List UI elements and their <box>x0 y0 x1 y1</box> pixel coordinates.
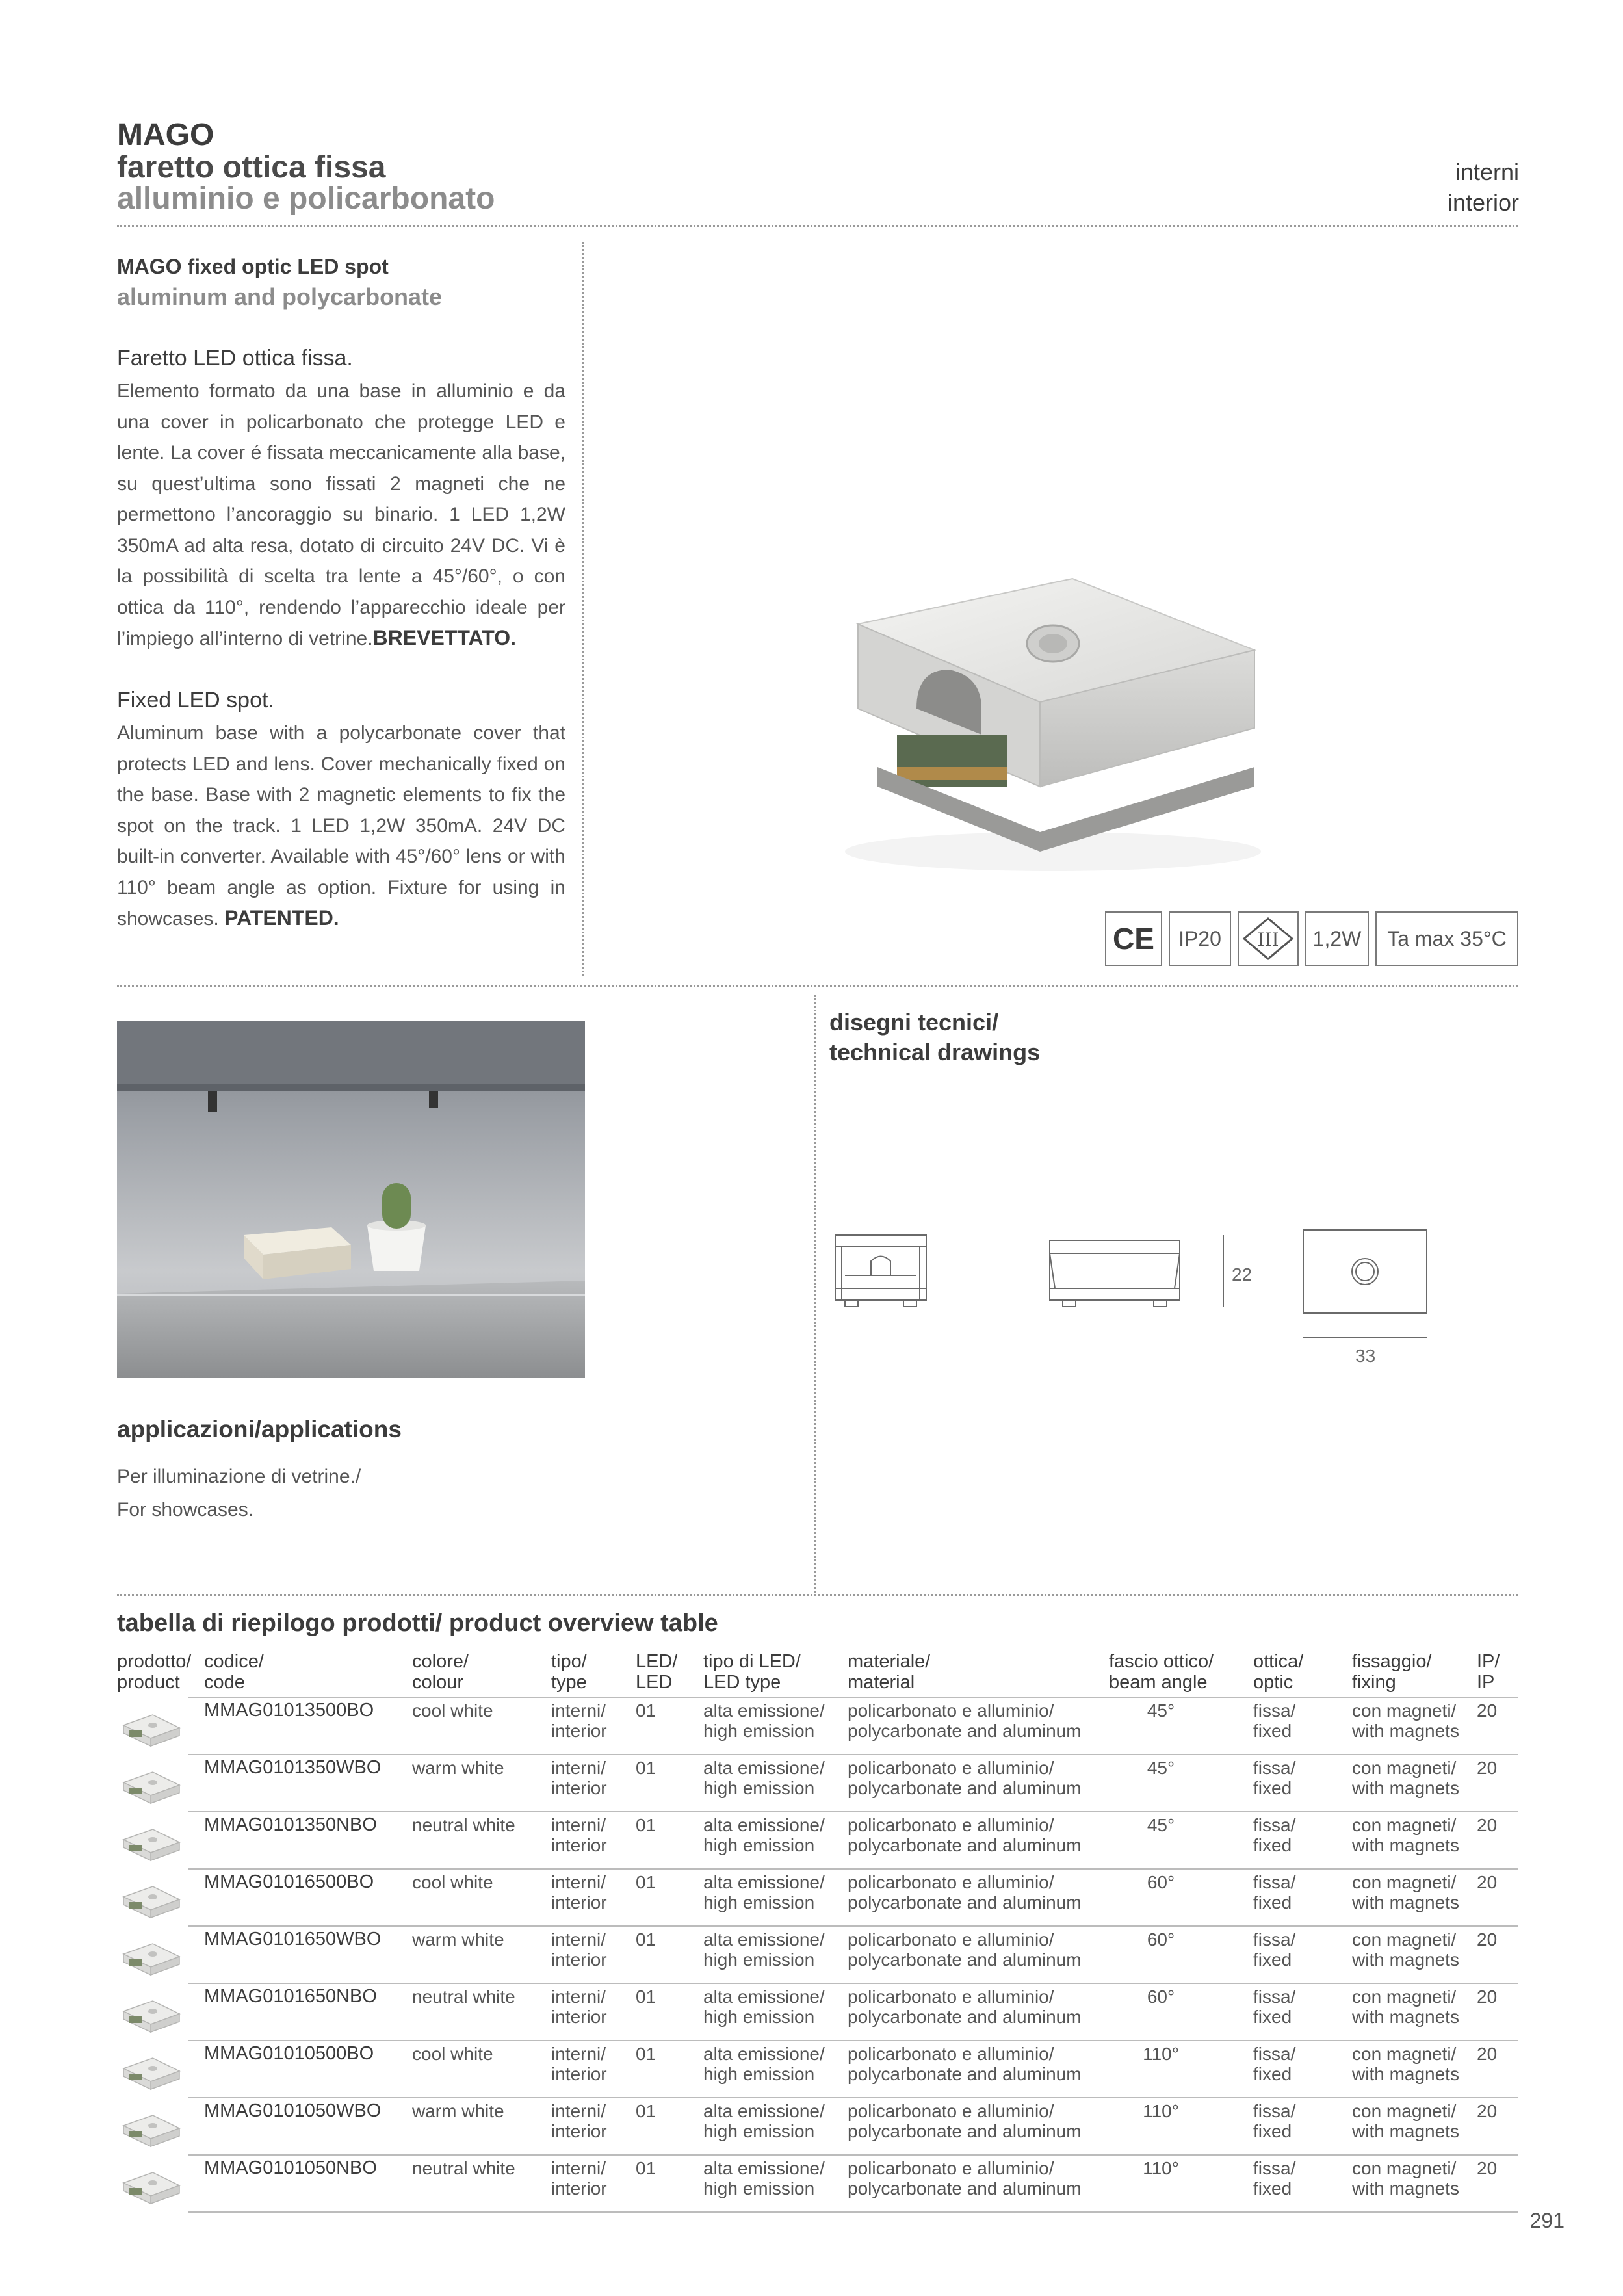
applications-text <box>117 1460 361 1526</box>
table-cell-led-type <box>703 1815 825 1855</box>
table-cell-led-type <box>703 1872 825 1912</box>
ip-rating-label: IP20 <box>1178 926 1221 950</box>
th-colour-en: colour <box>412 1672 463 1693</box>
table-row-divider <box>188 2040 1518 2041</box>
table-cell-code: MMAG01016500BO <box>204 1872 374 1892</box>
table-cell-led: 01 <box>636 1758 656 1778</box>
power-label: 1,2W <box>1312 926 1362 950</box>
table-cell-line: con magneti/ <box>1352 2101 1457 2121</box>
table-cell-colour: neutral white <box>412 1815 515 1835</box>
table-cell-line: with magnets <box>1352 1721 1459 1741</box>
table-cell-beam: 45° <box>1147 1701 1175 1721</box>
table-cell-line: interni/ <box>551 1872 606 1892</box>
th-type <box>551 1651 587 1693</box>
table-cell-line: interni/ <box>551 1929 606 1950</box>
table-cell-material <box>848 1701 1082 1741</box>
th-ip-it: IP/ <box>1477 1651 1500 1672</box>
table-cell-ip: 20 <box>1477 2101 1498 2121</box>
ce-mark-icon <box>1105 911 1162 966</box>
table-cell-line: con magneti/ <box>1352 2044 1457 2064</box>
product-thumbnail <box>117 1763 185 1808</box>
table-cell-line: con magneti/ <box>1352 1701 1457 1721</box>
table-cell-ip: 20 <box>1477 1929 1498 1950</box>
table-cell-fixing <box>1352 2044 1459 2084</box>
table-cell-type <box>551 1758 607 1798</box>
table-cell-line: alta emissione/ <box>703 1758 825 1778</box>
table-cell-led-type <box>703 1701 825 1741</box>
ip-rating-badge <box>1169 911 1231 966</box>
table-cell-line: alta emissione/ <box>703 2044 825 2064</box>
table-cell-line: fissa/ <box>1253 2158 1296 2178</box>
th-material <box>848 1651 930 1693</box>
table-cell-line: policarbonato e alluminio/ <box>848 2044 1054 2064</box>
table-cell-beam: 60° <box>1147 1929 1175 1950</box>
table-cell-led: 01 <box>636 1872 656 1892</box>
applications-line-it: Per illuminazione di vetrine./ <box>117 1466 361 1487</box>
table-cell-fixing <box>1352 1815 1459 1855</box>
class-iii-icon <box>1238 911 1299 966</box>
table-cell-line: fixed <box>1253 1892 1292 1912</box>
table-cell-line: con magneti/ <box>1352 1987 1457 2007</box>
th-ip <box>1477 1651 1500 1693</box>
table-cell-line: interior <box>551 1835 607 1855</box>
table-cell-line: high emission <box>703 1892 815 1912</box>
table-cell-material <box>848 1929 1082 1970</box>
table-cell-code: MMAG0101050NBO <box>204 2158 377 2178</box>
table-cell-ip: 20 <box>1477 2158 1498 2178</box>
table-cell-line: alta emissione/ <box>703 1872 825 1892</box>
th-colour-it: colore/ <box>412 1651 469 1672</box>
table-cell-line: interior <box>551 1950 607 1970</box>
product-thumbnail <box>117 2106 185 2152</box>
table-cell-line: con magneti/ <box>1352 2158 1457 2178</box>
table-cell-line: high emission <box>703 1721 815 1741</box>
table-cell-line: polycarbonate and aluminum <box>848 2007 1082 2027</box>
th-beam-it: fascio ottico/ <box>1109 1651 1214 1672</box>
table-cell-line: polycarbonate and aluminum <box>848 1892 1082 1912</box>
th-led-type <box>703 1651 801 1693</box>
table-cell-line: interior <box>551 2064 607 2084</box>
table-cell-beam: 60° <box>1147 1987 1175 2007</box>
th-optic-it: ottica/ <box>1253 1651 1304 1672</box>
table-cell-line: fixed <box>1253 2064 1292 2084</box>
th-led-type-en: LED type <box>703 1672 781 1693</box>
ce-mark-label: CE <box>1113 922 1154 956</box>
temperature-label: Ta max 35°C <box>1387 926 1507 950</box>
table-cell-line: high emission <box>703 2007 815 2027</box>
th-beam-en: beam angle <box>1109 1672 1208 1693</box>
applications-title: applicazioni/applications <box>117 1416 402 1442</box>
table-cell-optic <box>1253 2044 1295 2084</box>
it-patent: BREVETTATO. <box>372 626 516 649</box>
table-cell-line: with magnets <box>1352 1892 1459 1912</box>
product-thumbnail <box>117 1935 185 1980</box>
table-row-divider <box>188 1754 1518 1755</box>
table-cell-line: interior <box>551 2007 607 2027</box>
th-code <box>204 1651 264 1693</box>
table-cell-line: with magnets <box>1352 1835 1459 1855</box>
th-product-en: product <box>117 1672 180 1693</box>
table-cell-line: con magneti/ <box>1352 1758 1457 1778</box>
table-cell-type <box>551 1815 607 1855</box>
table-cell-type <box>551 1701 607 1741</box>
table-cell-colour: warm white <box>412 2101 504 2121</box>
table-cell-beam: 45° <box>1147 1758 1175 1778</box>
table-cell-line: policarbonato e alluminio/ <box>848 1872 1054 1892</box>
en-para-body: Aluminum base with a polycarbonate cover that protects LED and lens. Cover mechanically fixed on the base. Base with 2 magnetic elements to fix the spot on the track. 1 LED 1,2W 350mA. 24V DC built-in converter. Available with 45°/60° lens or with 110° beam angle as option. Fixture for using in showcases. <box>117 722 565 930</box>
table-cell-ip: 20 <box>1477 1815 1498 1835</box>
table-cell-beam: 60° <box>1147 1872 1175 1892</box>
table-cell-optic <box>1253 2101 1295 2141</box>
table-cell-optic <box>1253 1929 1295 1970</box>
dimension-width: 33 <box>1355 1346 1376 1365</box>
material-en: aluminum and polycarbonate <box>117 283 443 310</box>
table-cell-line: fissa/ <box>1253 1815 1296 1835</box>
table-cell-line: interior <box>551 1778 607 1798</box>
table-cell-line: polycarbonate and aluminum <box>848 2121 1082 2141</box>
th-led-en: LED <box>636 1672 673 1693</box>
product-thumbnail <box>117 1820 185 1866</box>
table-cell-line: con magneti/ <box>1352 1872 1457 1892</box>
th-led <box>636 1651 677 1693</box>
th-code-en: code <box>204 1672 245 1693</box>
table-cell-line: fissa/ <box>1253 1929 1296 1950</box>
application-photo <box>117 1021 585 1378</box>
table-cell-line: with magnets <box>1352 2178 1459 2198</box>
header-divider <box>117 225 1518 227</box>
table-cell-material <box>848 1815 1082 1855</box>
table-cell-line: alta emissione/ <box>703 1815 825 1835</box>
en-para <box>117 718 565 935</box>
th-material-it: materiale/ <box>848 1651 931 1672</box>
table-cell-ip: 20 <box>1477 1872 1498 1892</box>
table-cell-colour: cool white <box>412 1872 493 1892</box>
table-cell-material <box>848 2158 1082 2198</box>
drawing-side-view <box>835 1235 926 1307</box>
table-cell-line: polycarbonate and aluminum <box>848 2064 1082 2084</box>
table-row-divider <box>188 1925 1518 1927</box>
table-cell-line: with magnets <box>1352 1778 1459 1798</box>
table-cell-code: MMAG01013500BO <box>204 1700 374 1721</box>
table-cell-material <box>848 1987 1082 2027</box>
table-row-divider <box>188 1811 1518 1812</box>
table-cell-led: 01 <box>636 2044 656 2064</box>
product-material: alluminio e policarbonato <box>117 181 495 216</box>
table-cell-line: fixed <box>1253 1835 1292 1855</box>
th-product-it: prodotto/ <box>117 1651 192 1672</box>
location-en: interior <box>1447 189 1519 216</box>
table-cell-colour: cool white <box>412 1701 493 1721</box>
dimension-height: 22 <box>1232 1264 1253 1285</box>
table-cell-type <box>551 2158 607 2198</box>
table-cell-fixing <box>1352 1701 1459 1741</box>
product-thumbnail <box>117 2049 185 2094</box>
table-cell-line: fixed <box>1253 2178 1292 2198</box>
table-title: tabella di riepilogo prodotti/ product overview table <box>117 1610 718 1637</box>
table-cell-line: with magnets <box>1352 2007 1459 2027</box>
table-cell-line: interni/ <box>551 1758 606 1778</box>
table-cell-line: interni/ <box>551 1701 606 1721</box>
table-cell-line: interni/ <box>551 1815 606 1835</box>
table-cell-line: high emission <box>703 1778 815 1798</box>
table-cell-fixing <box>1352 1758 1459 1798</box>
page-number: 291 <box>1529 2209 1565 2232</box>
th-colour <box>412 1651 469 1693</box>
technical-title-it: disegni tecnici/ <box>829 1009 999 1036</box>
table-cell-optic <box>1253 1987 1295 2027</box>
table-cell-line: interior <box>551 2178 607 2198</box>
table-cell-line: with magnets <box>1352 2121 1459 2141</box>
table-cell-code: MMAG0101350NBO <box>204 1814 377 1835</box>
table-cell-line: fissa/ <box>1253 1872 1296 1892</box>
th-product <box>117 1651 191 1693</box>
table-cell-material <box>848 2101 1082 2141</box>
table-cell-line: polycarbonate and aluminum <box>848 2178 1082 2198</box>
table-cell-optic <box>1253 1758 1295 1798</box>
table-cell-line: polycarbonate and aluminum <box>848 1721 1082 1741</box>
table-cell-type <box>551 1987 607 2027</box>
table-cell-line: interni/ <box>551 1987 606 2007</box>
table-cell-type <box>551 2044 607 2084</box>
table-cell-led-type <box>703 1758 825 1798</box>
table-cell-optic <box>1253 1815 1295 1855</box>
th-fixing <box>1352 1651 1432 1693</box>
product-brand: MAGO <box>117 118 214 152</box>
table-cell-beam: 45° <box>1147 1815 1175 1835</box>
it-para <box>117 376 565 655</box>
table-cell-led: 01 <box>636 1701 656 1721</box>
table-cell-line: polycarbonate and aluminum <box>848 1778 1082 1798</box>
table-cell-led-type <box>703 2101 825 2141</box>
th-led-it: LED/ <box>636 1651 678 1672</box>
table-cell-colour: warm white <box>412 1929 504 1950</box>
table-row-divider <box>188 1983 1518 1984</box>
table-row-divider <box>188 2154 1518 2156</box>
table-cell-line: polycarbonate and aluminum <box>848 1835 1082 1855</box>
table-cell-line: with magnets <box>1352 1950 1459 1970</box>
technical-title-en: technical drawings <box>829 1039 1041 1065</box>
table-cell-line: alta emissione/ <box>703 1929 825 1950</box>
product-thumbnail <box>117 1706 185 1751</box>
table-cell-line: alta emissione/ <box>703 2158 825 2178</box>
product-thumbnail <box>117 1877 185 1923</box>
table-cell-fixing <box>1352 1929 1459 1970</box>
table-cell-line: policarbonato e alluminio/ <box>848 2158 1054 2178</box>
product-thumbnail <box>117 2163 185 2209</box>
table-cell-line: fissa/ <box>1253 2044 1296 2064</box>
temperature-badge <box>1375 911 1518 966</box>
table-cell-line: con magneti/ <box>1352 1815 1457 1835</box>
table-cell-line: interior <box>551 2121 607 2141</box>
th-type-it: tipo/ <box>551 1651 587 1672</box>
product-photo <box>838 572 1280 878</box>
table-cell-line: fissa/ <box>1253 1987 1296 2007</box>
table-cell-material <box>848 1758 1082 1798</box>
table-divider <box>117 1594 1518 1596</box>
table-cell-line: high emission <box>703 2064 815 2084</box>
table-cell-beam: 110° <box>1143 2101 1179 2121</box>
table-cell-line: polycarbonate and aluminum <box>848 1950 1082 1970</box>
drawing-front-view <box>1050 1240 1180 1307</box>
table-cell-ip: 20 <box>1477 2044 1498 2064</box>
product-title: faretto ottica fissa <box>117 150 386 185</box>
table-cell-line: high emission <box>703 2178 815 2198</box>
it-para-body: Elemento formato da una base in alluminio e da una cover in policarbonato che protegge LED e lente. La cover é fissata meccanicamente alla base, su quest’ultima sono fissati 2 magneti che ne permettono l’ancoraggio su binario. 1 LED 1,2W 350mA ad alta resa, dotato di circuito 24V DC. Vi è la possibilità di scelta tra lente a 45°/60°, o con ottica da 110°, rendendo l’apparecchio ideale per l’impiego all’interno di vetrine. <box>117 380 565 649</box>
table-row-divider <box>188 1697 1518 1698</box>
table-cell-line: high emission <box>703 1950 815 1970</box>
table-cell-material <box>848 2044 1082 2084</box>
table-cell-type <box>551 1929 607 1970</box>
table-cell-line: policarbonato e alluminio/ <box>848 1815 1054 1835</box>
table-cell-line: high emission <box>703 1835 815 1855</box>
table-cell-optic <box>1253 2158 1295 2198</box>
table-cell-line: policarbonato e alluminio/ <box>848 2101 1054 2121</box>
table-cell-line: interni/ <box>551 2101 606 2121</box>
table-cell-line: with magnets <box>1352 2064 1459 2084</box>
table-cell-fixing <box>1352 1872 1459 1912</box>
table-cell-colour: cool white <box>412 2044 493 2064</box>
table-cell-led: 01 <box>636 1987 656 2007</box>
table-cell-code: MMAG0101050WBO <box>204 2100 382 2121</box>
table-cell-line: fissa/ <box>1253 1701 1296 1721</box>
th-optic-en: optic <box>1253 1672 1293 1693</box>
table-cell-line: policarbonato e alluminio/ <box>848 1929 1054 1950</box>
table-row-divider <box>188 1868 1518 1870</box>
table-cell-colour: neutral white <box>412 2158 515 2178</box>
table-cell-type <box>551 1872 607 1912</box>
table-cell-led-type <box>703 2158 825 2198</box>
th-type-en: type <box>551 1672 587 1693</box>
table-cell-ip: 20 <box>1477 1701 1498 1721</box>
table-cell-line: interior <box>551 1721 607 1741</box>
table-cell-line: policarbonato e alluminio/ <box>848 1701 1054 1721</box>
th-code-it: codice/ <box>204 1651 264 1672</box>
table-cell-type <box>551 2101 607 2141</box>
table-cell-line: fixed <box>1253 1950 1292 1970</box>
th-ip-en: IP <box>1477 1672 1495 1693</box>
table-cell-line: fixed <box>1253 2007 1292 2027</box>
table-cell-ip: 20 <box>1477 1758 1498 1778</box>
table-cell-code: MMAG0101350WBO <box>204 1757 382 1778</box>
table-cell-led: 01 <box>636 1815 656 1835</box>
table-cell-led: 01 <box>636 2101 656 2121</box>
section-divider <box>117 985 1518 987</box>
th-fixing-it: fissaggio/ <box>1352 1651 1432 1672</box>
table-cell-fixing <box>1352 2101 1459 2141</box>
table-cell-line: interni/ <box>551 2044 606 2064</box>
table-cell-material <box>848 1872 1082 1912</box>
table-cell-fixing <box>1352 1987 1459 2027</box>
technical-drawings-title <box>829 1008 1040 1067</box>
applications-line-en: For showcases. <box>117 1499 254 1520</box>
table-cell-code: MMAG0101650WBO <box>204 1929 382 1950</box>
table-cell-line: policarbonato e alluminio/ <box>848 1987 1054 2007</box>
table-cell-line: alta emissione/ <box>703 1701 825 1721</box>
table-cell-led-type <box>703 1929 825 1970</box>
th-fixing-en: fixing <box>1352 1672 1396 1693</box>
table-cell-optic <box>1253 1872 1295 1912</box>
th-material-en: material <box>848 1672 915 1693</box>
table-cell-line: alta emissione/ <box>703 2101 825 2121</box>
column-divider-top <box>582 242 584 976</box>
table-cell-optic <box>1253 1701 1295 1741</box>
table-cell-led: 01 <box>636 1929 656 1950</box>
table-cell-line: fissa/ <box>1253 1758 1296 1778</box>
table-cell-led: 01 <box>636 2158 656 2178</box>
table-cell-colour: warm white <box>412 1758 504 1778</box>
table-cell-code: MMAG0101650NBO <box>204 1986 377 2007</box>
table-cell-line: fixed <box>1253 2121 1292 2141</box>
table-cell-colour: neutral white <box>412 1987 515 2007</box>
th-led-type-it: tipo di LED/ <box>703 1651 801 1672</box>
table-cell-line: high emission <box>703 2121 815 2141</box>
class-iii-label: III <box>1257 929 1279 950</box>
th-optic <box>1253 1651 1303 1693</box>
table-cell-beam: 110° <box>1143 2158 1179 2178</box>
table-cell-code: MMAG01010500BO <box>204 2043 374 2064</box>
table-cell-line: fissa/ <box>1253 2101 1296 2121</box>
en-patent: PATENTED. <box>224 906 339 930</box>
table-row-divider <box>188 2097 1518 2098</box>
table-cell-line: policarbonato e alluminio/ <box>848 1758 1054 1778</box>
table-cell-led-type <box>703 1987 825 2027</box>
table-cell-ip: 20 <box>1477 1987 1498 2007</box>
th-beam <box>1109 1651 1214 1693</box>
column-divider-mid <box>814 995 816 1593</box>
product-thumbnail <box>117 1992 185 2037</box>
table-cell-line: fixed <box>1253 1721 1292 1741</box>
table-cell-led-type <box>703 2044 825 2084</box>
it-para-title: Faretto LED ottica fissa. <box>117 346 353 371</box>
table-cell-line: interior <box>551 1892 607 1912</box>
table-cell-beam: 110° <box>1143 2044 1179 2064</box>
table-cell-line: alta emissione/ <box>703 1987 825 2007</box>
table-cell-fixing <box>1352 2158 1459 2198</box>
subtitle-en: MAGO fixed optic LED spot <box>117 255 389 278</box>
table-cell-line: fixed <box>1253 1778 1292 1798</box>
power-badge <box>1305 911 1369 966</box>
technical-drawings <box>825 1216 1436 1365</box>
table-cell-line: con magneti/ <box>1352 1929 1457 1950</box>
location-it: interni <box>1455 159 1519 185</box>
table-row-divider <box>188 2211 1518 2213</box>
drawing-top-view <box>1303 1230 1427 1313</box>
en-para-title: Fixed LED spot. <box>117 688 274 712</box>
table-cell-line: interni/ <box>551 2158 606 2178</box>
